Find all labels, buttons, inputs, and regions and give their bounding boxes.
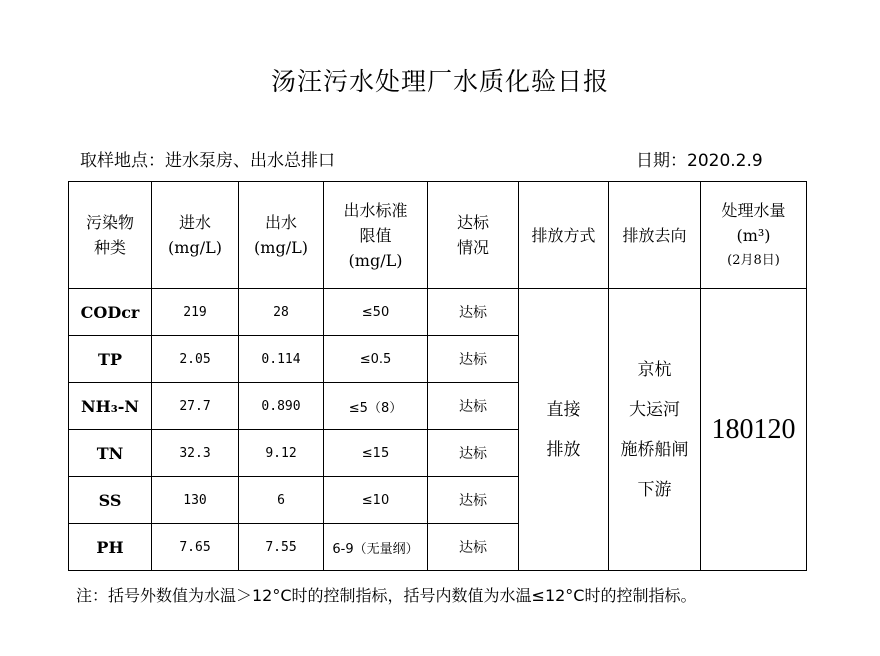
discharge-method-line2: 排放 <box>546 439 581 460</box>
header-discharge-destination <box>609 182 701 289</box>
discharge-method-line1: 直接 <box>546 399 581 420</box>
header-pollutant <box>69 182 152 289</box>
header-outflow <box>239 182 324 289</box>
outflow-value: 7.55 <box>239 524 324 571</box>
inflow-value: 2.05 <box>152 336 239 383</box>
header-limit-line3: (mg/L) <box>348 250 403 270</box>
compliance-status: 达标 <box>428 383 519 430</box>
limit-value: ≤5（8） <box>324 383 428 430</box>
header-limit <box>324 182 428 289</box>
header-volume-line2: (m³) <box>736 225 771 245</box>
header-compliance <box>428 182 519 289</box>
outflow-value: 0.890 <box>239 383 324 430</box>
pollutant-name: PH <box>69 524 152 571</box>
destination-line1: 京杭 <box>637 359 672 380</box>
compliance-status: 达标 <box>428 524 519 571</box>
destination-line3: 施桥船闸 <box>620 439 689 460</box>
table-row <box>69 289 807 336</box>
limit-value: ≤50 <box>324 289 428 336</box>
destination-line4: 下游 <box>637 479 672 500</box>
compliance-status: 达标 <box>428 336 519 383</box>
sampling-location: 取样地点：进水泵房、出水总排口 <box>80 151 335 171</box>
inflow-value: 130 <box>152 477 239 524</box>
compliance-status: 达标 <box>428 430 519 477</box>
header-outflow-line1: 出水 <box>264 213 297 232</box>
header-discharge-method <box>519 182 609 289</box>
inflow-value: 219 <box>152 289 239 336</box>
water-quality-table <box>68 181 807 571</box>
header-discharge-method-text: 排放方式 <box>531 225 596 245</box>
pollutant-name: NH₃-N <box>69 383 152 430</box>
header-volume-line3: (2月8日) <box>727 252 780 268</box>
limit-value: ≤15 <box>324 430 428 477</box>
header-discharge-destination-text: 排放去向 <box>622 225 687 245</box>
inflow-value: 7.65 <box>152 524 239 571</box>
outflow-value: 0.114 <box>239 336 324 383</box>
header-compliance-line2: 情况 <box>456 238 489 257</box>
header-inflow-line2: (mg/L) <box>168 238 222 257</box>
limit-value: ≤10 <box>324 477 428 524</box>
header-limit-line1: 出水标准 <box>343 200 408 220</box>
inflow-value: 27.7 <box>152 383 239 430</box>
header-volume-line1: 处理水量 <box>721 200 786 220</box>
header-inflow-line1: 进水 <box>178 213 211 232</box>
outflow-value: 28 <box>239 289 324 336</box>
discharge-destination-cell <box>609 289 701 571</box>
header-limit-line2: 限值 <box>359 225 392 245</box>
limit-value: 6-9（无量纲） <box>324 524 428 571</box>
pollutant-name: CODcr <box>69 289 152 336</box>
outflow-value: 9.12 <box>239 430 324 477</box>
table-header-row <box>69 182 807 289</box>
pollutant-name: TP <box>69 336 152 383</box>
header-compliance-line1: 达标 <box>456 213 489 232</box>
inflow-value: 32.3 <box>152 430 239 477</box>
report-title: 汤汪污水处理厂水质化验日报 <box>270 67 609 96</box>
header-inflow <box>152 182 239 289</box>
footnote: 注：括号外数值为水温＞12°C时的控制指标，括号内数值为水温≤12°C时的控制指标。 <box>76 586 697 605</box>
pollutant-name: TN <box>69 430 152 477</box>
compliance-status: 达标 <box>428 289 519 336</box>
header-outflow-line2: (mg/L) <box>254 238 308 257</box>
destination-line2: 大运河 <box>629 399 680 420</box>
header-pollutant-line1: 污染物 <box>85 213 134 232</box>
limit-value: ≤0.5 <box>324 336 428 383</box>
pollutant-name: SS <box>69 477 152 524</box>
header-pollutant-line2: 种类 <box>93 238 126 257</box>
outflow-value: 6 <box>239 477 324 524</box>
treated-volume: 180120 <box>701 289 807 571</box>
report-date: 日期：2020.2.9 <box>636 151 763 171</box>
header-volume <box>701 182 807 289</box>
compliance-status: 达标 <box>428 477 519 524</box>
discharge-method-cell <box>519 289 609 571</box>
